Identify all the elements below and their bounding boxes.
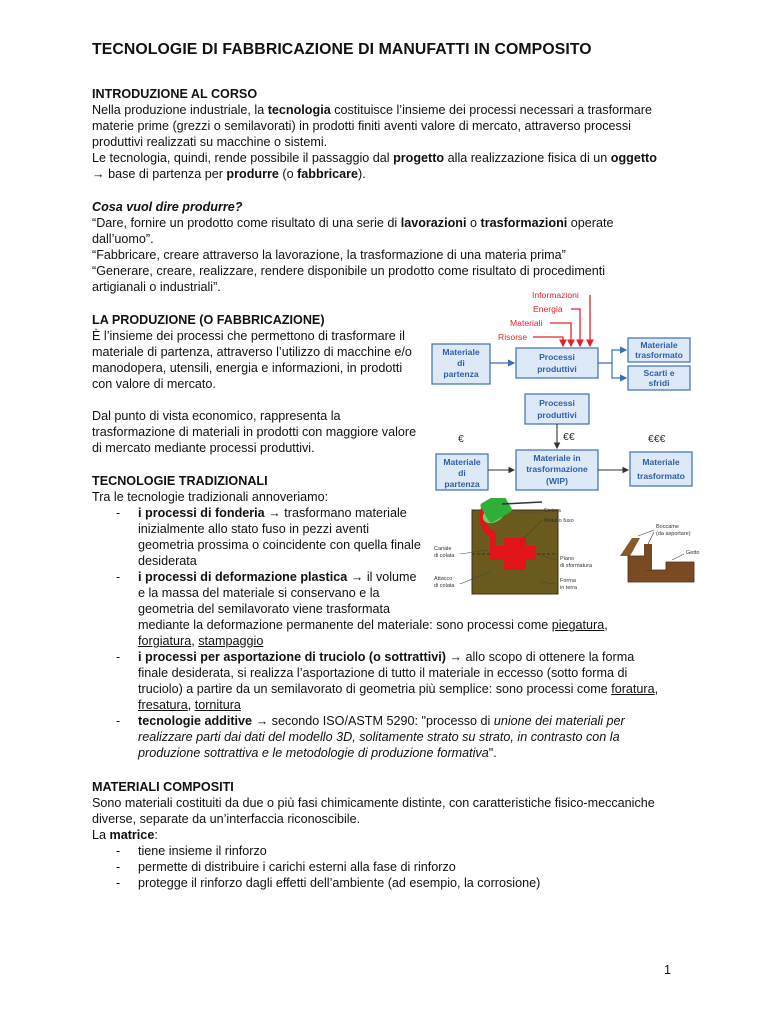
produzione-line: manodopera, utensili, energia e informazioni, in prodotti: [92, 361, 403, 375]
document-title: TECNOLOGIE DI FABBRICAZIONE DI MANUFATTI IN COMPOSITO: [92, 41, 592, 58]
input-label-informazioni: Informazioni: [532, 290, 579, 300]
quote-line: “Dare, fornire un prodotto come risultato di una serie di lavorazioni o trasformazioni operate: [92, 216, 614, 230]
heading-produzione: LA PRODUZIONE (O FABBRICAZIONE): [92, 313, 325, 327]
svg-text:produttivi: produttivi: [537, 364, 577, 374]
svg-text:Materiale: Materiale: [442, 347, 480, 357]
section-produzione: [92, 312, 432, 456]
svg-text:di: di: [458, 468, 466, 478]
svg-text:in terra: in terra: [560, 585, 578, 591]
quote-line: “Fabbricare, creare attraverso la lavorazione, la trasformazione di una materia prima”: [92, 248, 566, 262]
section-intro: [92, 86, 692, 182]
compositi-line: Sono materiali costituiti da due o più fasi chimicamente distinte, con caratteristiche fisico-meccaniche: [92, 796, 655, 810]
svg-text:Canale: Canale: [434, 546, 452, 552]
svg-text:di: di: [457, 358, 465, 368]
value-mid: €€: [563, 431, 575, 443]
svg-text:Metallo fuso: Metallo fuso: [544, 518, 574, 524]
matrice-list: [92, 843, 692, 891]
svg-text:di colata: di colata: [434, 553, 455, 559]
svg-text:trasformato: trasformato: [637, 471, 685, 481]
svg-text:Forma: Forma: [560, 578, 576, 584]
intro-line: Le tecnologia, quindi, rende possibile il passaggio dal progetto alla realizzazione fisica di un oggetto: [92, 151, 657, 165]
input-label-materiali: Materiali: [510, 318, 543, 328]
produzione-line: trasformazione di materiali in prodotti con maggiore valore: [92, 425, 417, 439]
intro-line: Nella produzione industriale, la tecnologia costituisce l’insieme dei processi necessari a trasformare: [92, 103, 652, 117]
svg-text:Getto: Getto: [686, 550, 700, 556]
svg-text:produttivi: produttivi: [537, 410, 577, 420]
heading-produrre: Cosa vuol dire produrre?: [92, 200, 243, 214]
page-number: 1: [664, 963, 672, 977]
process-diagram: [430, 288, 712, 394]
svg-text:Processi: Processi: [539, 398, 575, 408]
svg-text:Boccame: Boccame: [656, 524, 679, 530]
input-label-energia: Energia: [533, 304, 563, 314]
produzione-line: materiale di partenza, attraverso l’utilizzo di macchine e/o: [92, 345, 412, 359]
svg-text:(WIP): (WIP): [546, 476, 568, 486]
svg-text:Materiale: Materiale: [642, 457, 680, 467]
intro-line: → base di partenza per produrre (o fabbricare).: [92, 167, 366, 181]
intro-line: materie prime (grezzi o semilavorati) in prodotti finiti aventi valore di mercato, attraverso processi: [92, 119, 631, 133]
heading-compositi: MATERIALI COMPOSITI: [92, 780, 234, 794]
heading-tradizionali: TECNOLOGIE TRADIZIONALI: [92, 474, 268, 488]
svg-text:trasformazione: trasformazione: [526, 464, 588, 474]
quote-line: dall’uomo”.: [92, 232, 154, 246]
heading-intro: INTRODUZIONE AL CORSO: [92, 87, 258, 101]
intro-line: produttivi realizzati su macchine o sistemi.: [92, 135, 328, 149]
svg-text:Siviera: Siviera: [544, 508, 561, 514]
tradizionali-intro: Tra le tecnologie tradizionali annoveriamo:: [92, 490, 329, 504]
svg-text:(da asportare): (da asportare): [656, 531, 691, 537]
input-label-risorse: Risorse: [498, 332, 528, 342]
list-item: - permette di distribuire i carichi esterni alla fase di rinforzo: [92, 859, 692, 875]
svg-text:Materiale in: Materiale in: [533, 453, 581, 463]
produzione-line: con valore di mercato.: [92, 377, 216, 391]
list-item-additive: - tecnologie additive → secondo ISO/ASTM 5290: "processo di unione dei materiali per realizzare parti dai dati del modello 3D, solitamente strato su strato, in contrasto con la produzione sottrattiva e le metodologie di produzione formativa".: [92, 713, 692, 761]
svg-text:Materiale: Materiale: [640, 340, 678, 350]
produzione-line: È l’insieme dei processi che permettono di trasformare il: [92, 329, 405, 343]
value-high: €€€: [648, 433, 666, 445]
section-produrre: [92, 199, 692, 295]
quote-line: artigianali o industriali”.: [92, 280, 221, 294]
quote-line: “Generare, creare, realizzare, rendere disponibile un prodotto come risultato di procedimenti: [92, 264, 606, 278]
svg-text:di sformatura: di sformatura: [560, 563, 593, 569]
produzione-line: Dal punto di vista economico, rappresenta la: [92, 409, 341, 423]
svg-text:Materiale: Materiale: [443, 457, 481, 467]
svg-text:Processi: Processi: [539, 352, 575, 362]
svg-text:Scarti e: Scarti e: [643, 368, 675, 378]
svg-text:partenza: partenza: [443, 369, 479, 379]
svg-text:Attacco: Attacco: [434, 576, 453, 582]
section-compositi: [92, 779, 692, 891]
compositi-line: diverse, separate da un’interfaccia riconoscibile.: [92, 812, 361, 826]
list-item-asportazione: - i processi per asportazione di truciolo (o sottrattivi) → allo scopo di ottenere la forma finale desiderata, si realizza l’asportazione di tutto il materiale in eccesso (sotto forma di truciolo) a partire da un semilavorato di geometria più semplice: sono processi come foratura, fresatura, tornitura: [92, 649, 692, 713]
produzione-line: di mercato mediante processi produttivi.: [92, 441, 315, 455]
svg-text:sfridi: sfridi: [648, 378, 670, 388]
svg-text:di colata: di colata: [434, 583, 455, 589]
list-item: - protegge il rinforzo dagli effetti dell’ambiente (ad esempio, la corrosione): [92, 875, 692, 891]
svg-text:trasformato: trasformato: [635, 350, 683, 360]
value-low: €: [458, 433, 464, 445]
svg-text:Piano: Piano: [560, 556, 575, 562]
value-diagram: [430, 392, 712, 494]
list-item-fonderia: - i processi di fonderia → trasformano materiale inizialmente allo stato fuso in pezzi aventi geometria prossima o coincidente con quella finale desiderata: [92, 505, 692, 569]
list-item-deformazione: - i processi di deformazione plastica → il volume e la massa del materiale si conservano e la geometria del semilavorato viene trasformata mediante la deformazione permanente del materiale: sono processi come piegatura, forgiatura, stampaggio: [92, 569, 692, 649]
svg-text:partenza: partenza: [444, 479, 480, 489]
compositi-line: La matrice:: [92, 828, 158, 842]
list-item: - tiene insieme il rinforzo: [92, 843, 692, 859]
casting-illustration: [432, 498, 708, 600]
